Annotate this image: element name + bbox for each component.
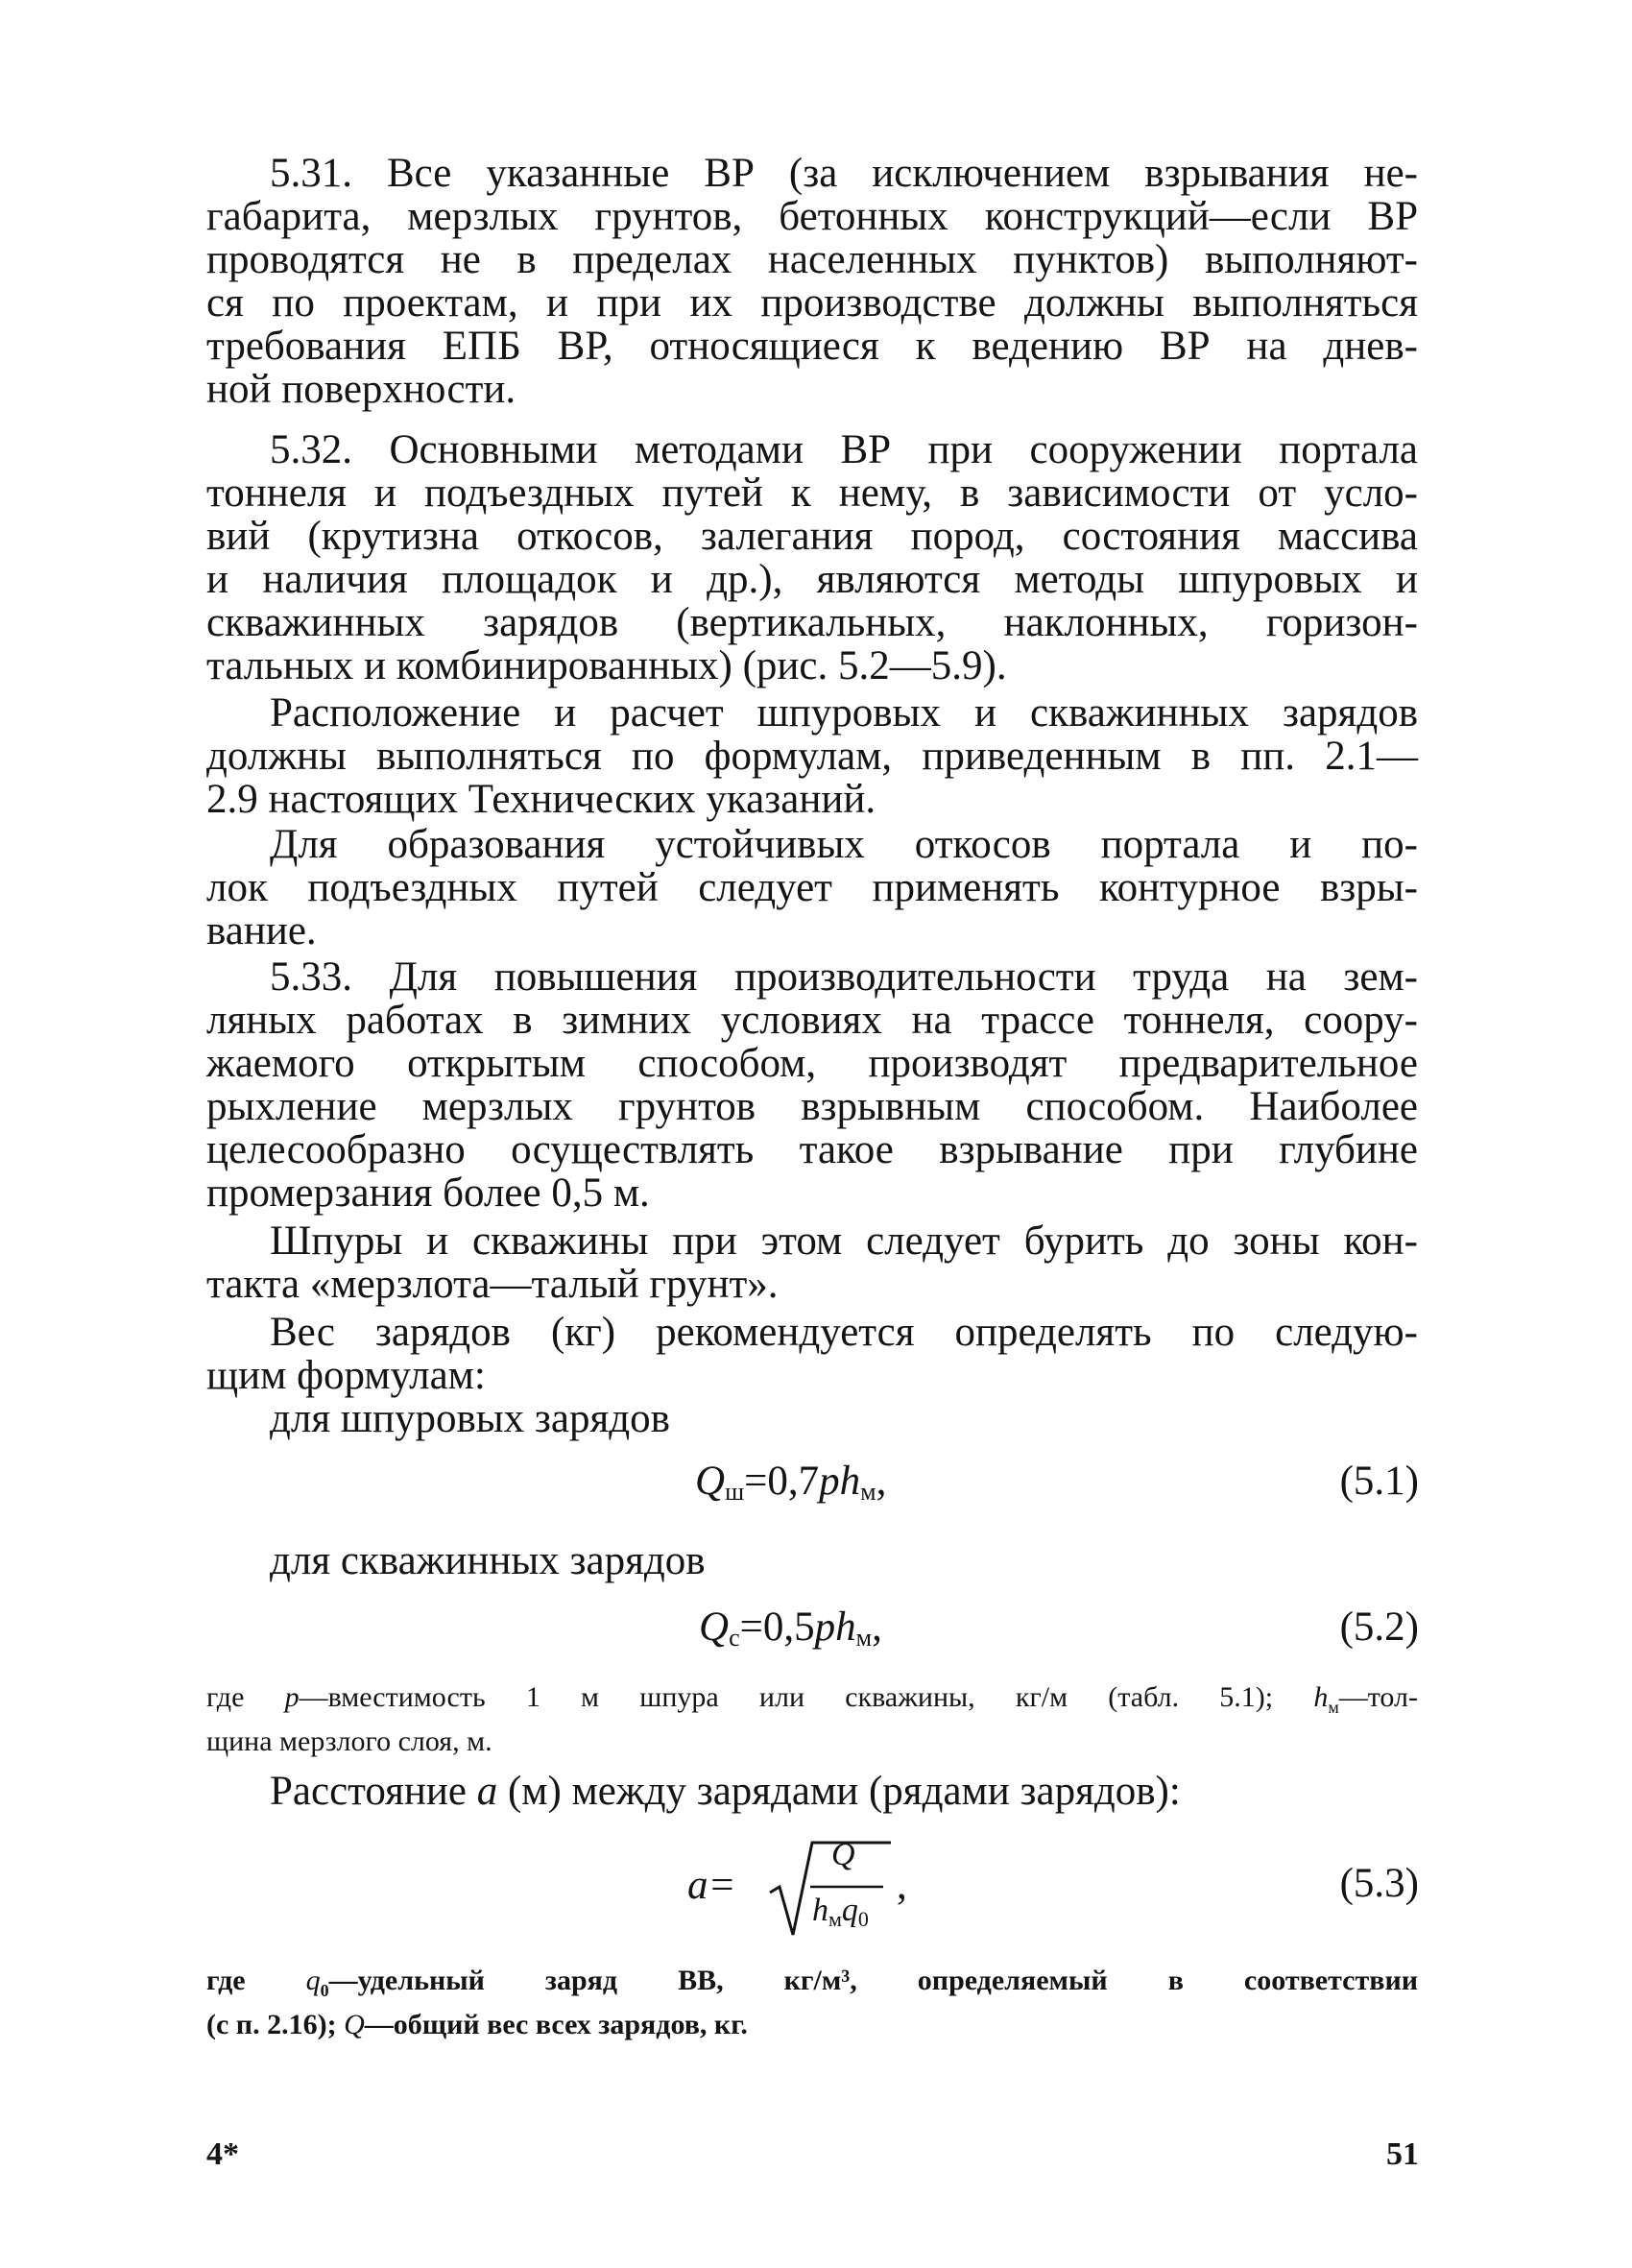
formula-5-3-tail [897, 1862, 907, 1910]
note-1-var-h: h [1313, 1681, 1329, 1713]
formula-5-1-lhs-sub: ш [725, 1478, 745, 1506]
p532-line: 5.32. Основными методами ВР при сооружении портала [270, 427, 1418, 472]
p532-line: тальных и комбинированных) (рис. 5.2—5.9). [206, 643, 1007, 688]
note-1-var-h-sub: м [1328, 1698, 1339, 1717]
note-1-line-1 [206, 1680, 1418, 1725]
note-2-text-1: —удельный заряд ВВ, кг/м³, определяемый в соответствии [328, 1965, 1419, 1996]
formula-5-2-var-sub: м [855, 1624, 873, 1652]
p533-line: 5.33. Для повышения производительности труда на зем- [270, 954, 1418, 1000]
p_weight-line: Вес зарядов (кг) рекомендуется определять по следую- [270, 1310, 1418, 1355]
paragraph-5-32 [206, 428, 1418, 688]
formula-5-1-rhs: =0,7 [744, 1459, 820, 1504]
distance-text-before: Расстояние [270, 1769, 477, 1814]
p531-line: проводятся не в пределах населенных пунктов) выполняют- [206, 237, 1418, 282]
formula-5-2 [699, 1604, 882, 1662]
formula-5-2-lhs-sub: с [729, 1624, 740, 1652]
formula-5-1-lhs: Q [695, 1459, 726, 1504]
p532-line: вий (крутизна откосов, залегания пород, состояния массива [206, 514, 1418, 559]
formula-5-2-var: ph [814, 1604, 856, 1650]
p_location-line: должны выполняться по формулам, приведенным в пп. 2.1— [206, 734, 1418, 779]
p533-line: жаемого открытым способом, производят предварительное [206, 1041, 1418, 1086]
formula-5-1-var-sub: м [860, 1478, 876, 1506]
formula-5-3-tail-text: , [897, 1863, 907, 1908]
note-2-var-q-sub: 0 [320, 1981, 329, 2000]
note-2-line-2-a: (с п. 2.16); [206, 2009, 345, 2040]
p533-line: целесообразно осуществлять такое взрывание при глубине [206, 1127, 1418, 1172]
equation-number-5-1: (5.1) [1339, 1459, 1419, 1504]
page-number: 51 [1386, 2136, 1419, 2172]
formula-5-1-var: ph [819, 1459, 861, 1504]
p533-line: рыхление мерзлых грунтов взрывным способом. Наиболее [206, 1084, 1418, 1129]
formula-5-3 [687, 1839, 975, 1944]
p_location-line: Расположение и расчет шпуровых и скважинных зарядов [270, 690, 1418, 736]
p531-line: ся по проектам, и при их производстве должны выполняться [206, 280, 1418, 326]
note-2-var-Q: Q [344, 2009, 365, 2040]
note-2-prefix: где [206, 1965, 306, 1996]
equation-number-5-3: (5.3) [1339, 1861, 1419, 1906]
formula-5-2-lhs: Q [699, 1604, 730, 1650]
p532-line: и наличия площадок и др.), являются методы шпуровых и [206, 557, 1418, 602]
note-2-line-1 [206, 1964, 1418, 2008]
note-1-var-p: p [284, 1681, 300, 1713]
note-1-prefix: где [206, 1681, 285, 1713]
p532-line: тоннеля и подъездных путей к нему, в зависимости от усло- [206, 470, 1418, 516]
p533-line: промерзания более 0,5 м. [206, 1170, 650, 1216]
distance-text-after: (м) между зарядами (рядами зарядов): [497, 1769, 1181, 1814]
p_weight-line: щим формулам: [206, 1353, 486, 1398]
formula-5-1-tail: , [876, 1459, 887, 1504]
note-2-line-2-b: —общий вес всех зарядов, кг. [364, 2009, 748, 2040]
formula-5-2-rhs: =0,5 [739, 1604, 815, 1650]
label-shot-charges [270, 1397, 1481, 1440]
formula-5-3-num-text: Q [831, 1837, 855, 1872]
formula-5-3-denominator [812, 1887, 869, 1943]
p_slopes-line: лок подъездных путей следует применять контурное взры- [206, 865, 1418, 910]
formula-5-3-den-q-sub: 0 [857, 1907, 869, 1931]
note-1-text-1: —вместимость 1 м шпура или скважины, кг/м (табл. 5.1); [299, 1681, 1314, 1713]
paragraph-charge-weight [206, 1311, 1418, 1397]
formula-5-3-den-h: h [812, 1893, 828, 1928]
formula-5-3-lhs [687, 1862, 736, 1910]
p532-line: скважинных зарядов (вертикальных, наклонных, горизон- [206, 600, 1418, 645]
paragraph-drilling-depth [206, 1219, 1418, 1306]
formula-5-2-tail: , [872, 1604, 882, 1650]
paragraph-5-33 [206, 955, 1418, 1215]
note-2-var-q: q [305, 1965, 321, 1996]
equation-number-5-2: (5.2) [1339, 1604, 1419, 1650]
paragraph-contour-blasting [206, 823, 1418, 953]
note-variables-5-3 [206, 1964, 1418, 2042]
note-1-line-2: щина мерзлого слоя, м. [206, 1725, 492, 1757]
label-shot-charges-text: для шпуровых зарядов [270, 1396, 670, 1441]
note-1-text-2: —тол- [1338, 1681, 1418, 1713]
note-variables-5-1-5-2 [206, 1680, 1418, 1759]
paragraph-charge-location [206, 691, 1418, 821]
note-2-line-2 [206, 2008, 1418, 2042]
p531-line: требования ЕПБ ВР, относящиеся к ведению ВР на днев- [206, 324, 1418, 369]
formula-5-3-numerator [831, 1831, 855, 1879]
label-well-charges [270, 1539, 1481, 1582]
p531-line: ной поверхности. [206, 367, 516, 412]
p_holes-line: Шпуры и скважины при этом следует бурить до зоны кон- [270, 1218, 1418, 1264]
p_holes-line: такта «мерзлота—талый грунт». [206, 1262, 779, 1307]
formula-5-1 [695, 1458, 886, 1516]
paragraph-distance [270, 1770, 1481, 1813]
formula-5-3-den-h-sub: м [828, 1907, 842, 1931]
distance-var-a: a [476, 1769, 498, 1814]
p_slopes-line: вание. [206, 908, 317, 953]
label-well-charges-text: для скважинных зарядов [270, 1538, 706, 1583]
signature-mark: 4* [206, 2136, 239, 2172]
paragraph-5-31 [206, 152, 1418, 411]
p531-line: габарита, мерзлых грунтов, бетонных конструкций—если ВР [206, 194, 1418, 239]
p_slopes-line: Для образования устойчивых откосов портала и по- [270, 822, 1418, 867]
formula-5-3-lhs-text: a= [687, 1863, 736, 1908]
formula-5-3-den-q: q [841, 1893, 858, 1928]
p_location-line: 2.9 настоящих Технических указаний. [206, 777, 876, 822]
p531-line: 5.31. Все указанные ВР (за исключением взрывания не- [270, 151, 1418, 196]
p533-line: ляных работах в зимних условиях на трассе тоннеля, соору- [206, 998, 1418, 1043]
